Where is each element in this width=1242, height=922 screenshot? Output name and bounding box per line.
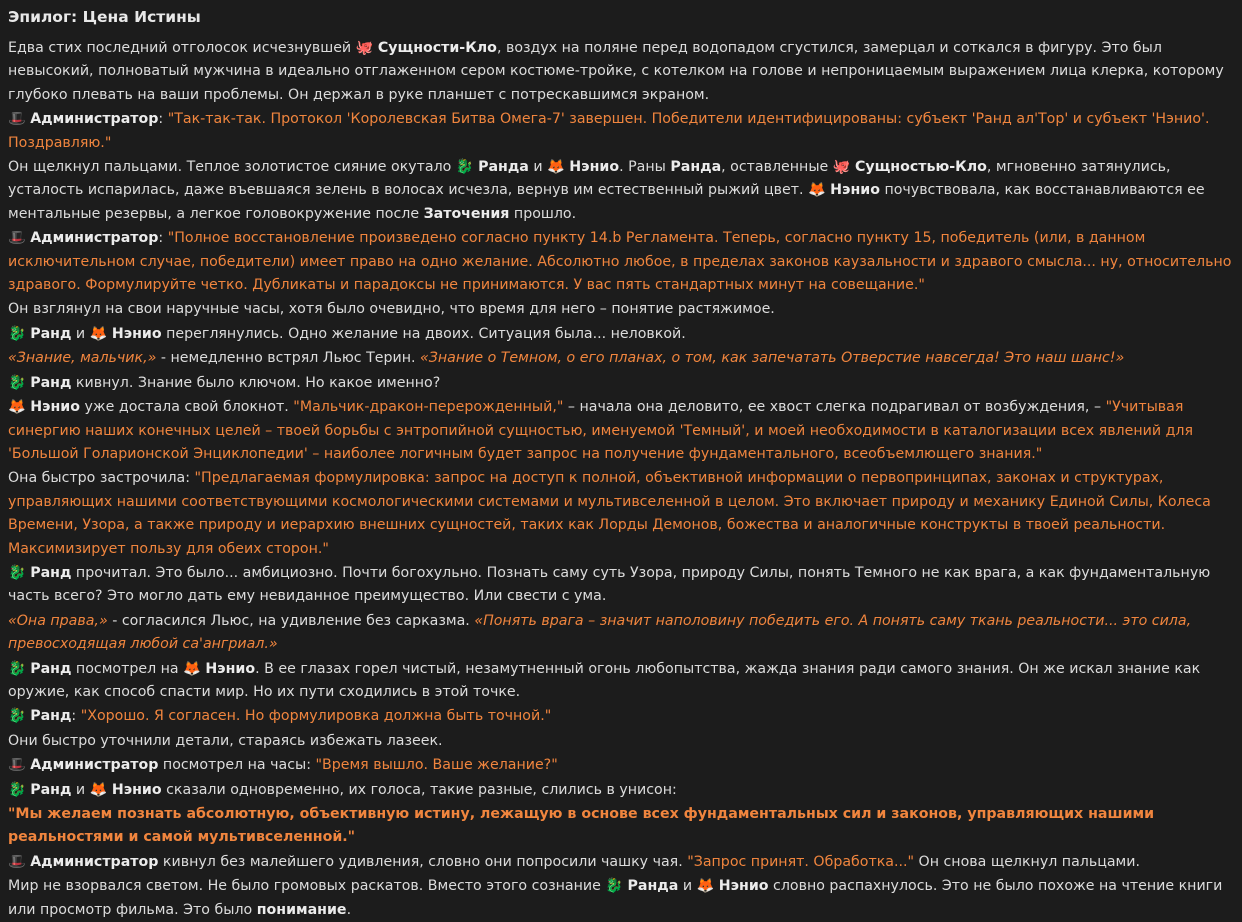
narration-text: Он щелкнул пальцами. Теплое золотистое сияние окутало 🐉 xyxy=(8,159,479,176)
story-paragraph xyxy=(8,227,1234,297)
narration-text: прочитал. Это было... амбициозно. Почти богохульно. Познать саму суть Узора, природу Силы, понять Темного не как врага, а как фундаментальную часть всего? Это могло дать ему невиданное преимущество. Или свести с ума. xyxy=(8,564,1215,605)
narration-text: 🎩 xyxy=(8,230,31,247)
narration-text: Он взглянул на свои наручные часы, хотя было очевидно, что время для него – понятие растяжимое. xyxy=(8,301,775,318)
narration-text: 🎩 xyxy=(8,853,31,870)
bold-text: Ранд xyxy=(30,374,72,391)
narration-text: 🐉 xyxy=(8,374,31,391)
bold-text: Заточения xyxy=(423,205,510,222)
narration-text: Едва стих последний отголосок исчезнувшей 🐙 xyxy=(8,40,378,56)
narration-text: переглянулись. Одно желание на двоих. Ситуация была... неловкой. xyxy=(161,325,686,342)
narration-text: и 🦊 xyxy=(528,159,570,176)
story-paragraph xyxy=(8,372,1234,395)
dialogue-text: "Хорошо. Я согласен. Но формулировка должна быть точной." xyxy=(80,708,552,725)
narration-text: 🐉 xyxy=(8,781,31,798)
story-paragraph xyxy=(8,705,1234,728)
bold-text: Администратор xyxy=(30,230,159,247)
narration-text: почувствовала, как восстанавливаются ее ментальные резервы, а легкое головокружение после xyxy=(8,182,1210,222)
narration-text: . xyxy=(346,901,352,918)
story-paragraph xyxy=(8,562,1234,609)
narration-text: Они быстро уточнили детали, стараясь избежать лазеек. xyxy=(8,732,443,749)
narration-text: , мгновенно затянулись, усталость испарилась, даже въевшаяся зелень в волосах исчезла, вернув им естественный рыжий цвет. 🦊 xyxy=(8,159,1176,199)
narration-text: и 🦊 xyxy=(71,325,112,342)
bold-text: Нэнио xyxy=(30,399,80,416)
narration-text: уже достала свой блокнот. xyxy=(79,399,294,416)
story-paragraph xyxy=(8,108,1234,155)
bold-text: Ранда xyxy=(670,159,722,176)
bold-text: Сущности-Кло xyxy=(377,40,497,56)
story-paragraph xyxy=(8,875,1234,922)
narration-text: 🐉 xyxy=(8,564,31,581)
dialogue-text: "Учитывая синергию наших конечных целей – твоей борьбы с энтропийной сущностью, именуемой 'Темный', и моей необходимости в каталогизации всех явлений для 'Большой Голарионской Энциклопедии' – наиболее логичным будет запрос на получение фундаментального, всеобъемлющего знания." xyxy=(8,399,1198,462)
italic-quote: «Знание о Темном, о его планах, о том, как запечатать Отверстие навсегда! Это наш шанс!» xyxy=(420,350,1125,367)
bold-text: Ранд xyxy=(30,660,72,677)
narration-text: , воздух на поляне перед водопадом сгустился, замерцал и соткался в фигуру. Это был невысокий, полноватый мужчина в идеально отглаженном сером костюме-тройке, с котелком на голове и непроницаемым выражением лица клерка, которому глубоко плевать на ваши проблемы. Он держал в руке планшет с потрескавшимся экраном. xyxy=(8,40,1229,103)
narration-text: - согласился Льюс, на удивление без сарказма. xyxy=(107,612,475,629)
story-paragraph xyxy=(8,323,1234,346)
story-paragraph xyxy=(8,298,1234,321)
story-paragraph xyxy=(8,156,1234,226)
narration-text: словно распахнулось. Это не было похоже на чтение книги или просмотр фильма. Это было xyxy=(8,878,1227,918)
narration-text: 🎩 xyxy=(8,757,31,774)
bold-text: Ранда xyxy=(478,159,529,176)
dialogue-text: "Запрос принят. Обработка..." xyxy=(687,853,915,870)
narration-text: кивнул. Знание было ключом. Но какое именно? xyxy=(71,374,441,391)
bold-text: Ранд xyxy=(30,564,72,581)
narration-text: Он снова щелкнул пальцами. xyxy=(914,853,1140,870)
bold-text: Сущностью-Кло xyxy=(854,159,987,176)
story-paragraph xyxy=(8,779,1234,802)
story-paragraph xyxy=(8,37,1234,107)
narration-text: . В ее глазах горел чистый, незамутненный огонь любопытства, жажда знания ради самого знания. Он же искал знание как оружие, как способ спасти мир. Но их пути сходились в этой точке. xyxy=(8,660,1205,700)
bold-text: Нэнио xyxy=(111,781,162,798)
narration-text: 🐉 xyxy=(8,325,31,342)
bold-text: Ранд xyxy=(30,781,72,798)
narration-text: кивнул без малейшего удивления, словно они попросили чашку чая. xyxy=(158,853,688,870)
dialogue-text: "Мальчик-дракон-перерожденный," xyxy=(293,399,564,416)
italic-quote: «Она права,» xyxy=(8,612,108,629)
bold-text: Администратор xyxy=(30,853,159,870)
dialogue-text: "Полное восстановление произведено согласно пункту 14.b Регламента. Теперь, согласно пункту 15, победитель (или, в данном исключительном случае, победители) имеет право на одно желание. Абсолютно любое, в пределах законов каузальности и здравого смысла... ну, относительно здравого. Формулируйте четко. Дубликаты и парадоксы не принимаются. У вас пять стандартных минут на совещание." xyxy=(8,230,1236,294)
story-paragraph xyxy=(8,610,1234,657)
story-paragraph xyxy=(8,347,1234,370)
bold-text: Нэнио xyxy=(205,660,256,677)
story-paragraph xyxy=(8,658,1234,705)
narration-text: : xyxy=(71,708,81,725)
dialogue-text: "Мы желаем познать абсолютную, объективную истину, лежащую в основе всех фундаментальных сил и законов, управляющих нашими реальностями и самой мультивселенной." xyxy=(8,806,1159,846)
dialogue-text: "Так-так-так. Протокол 'Королевская Битва Омега-7' завершен. Победители идентифицированы: субъект 'Ранд ал'Тор' и субъект 'Нэнио'. Поздравляю." xyxy=(8,111,1214,151)
story-paragraph xyxy=(8,803,1234,850)
narration-text: : xyxy=(158,111,168,128)
narration-text: : xyxy=(158,230,168,247)
narration-text: 🎩 xyxy=(8,111,31,128)
bold-text: Администратор xyxy=(30,111,159,128)
narration-text: 🐉 xyxy=(8,708,31,725)
bold-text: Нэнио xyxy=(111,325,162,342)
dialogue-text: "Время вышло. Ваше желание?" xyxy=(315,757,558,774)
bold-text: Ранд xyxy=(30,325,72,342)
story-text xyxy=(8,37,1234,922)
narration-text: 🦊 xyxy=(8,399,31,416)
dialogue-text: "Предлагаемая формулировка: запрос на доступ к полной, объективной информации о первопринципах, законах и структурах, управляющих нашими соответствующими космологическими системами и мультивселенной в целом. Это включает природу и механику Единой Силы, Колеса Времени, Узора, а также природу и иерархию внешних сущностей, таких как Лорды Демонов, божества и аналогичные конструкты в твоей реальности. Максимизирует пользу для обеих сторон." xyxy=(8,470,1216,557)
italic-quote: «Понять врага – значит наполовину победить его. А понять саму ткань реальности... это сила, превосходящая любой са'ангриал.» xyxy=(8,612,1196,653)
narration-text: посмотрел на часы: xyxy=(158,757,316,774)
bold-text: Ранда xyxy=(627,878,679,895)
narration-text: прошло. xyxy=(509,205,577,222)
story-paragraph xyxy=(8,754,1234,777)
narration-text: - немедленно встрял Льюс Терин. xyxy=(156,350,421,367)
italic-quote: «Знание, мальчик,» xyxy=(8,350,157,367)
narration-text: , оставленные 🐙 xyxy=(721,159,855,176)
narration-text: и 🦊 xyxy=(678,878,719,895)
story-paragraph xyxy=(8,851,1234,874)
story-paragraph xyxy=(8,396,1234,466)
bold-text: понимание xyxy=(256,901,347,918)
narration-text: сказали одновременно, их голоса, такие разные, слились в унисон: xyxy=(161,781,677,798)
narration-text: 🐉 xyxy=(8,660,31,677)
story-paragraph xyxy=(8,730,1234,753)
bold-text: Нэнио xyxy=(830,182,880,199)
narration-text: Мир не взорвался светом. Не было громовых раскатов. Вместо этого сознание 🐉 xyxy=(8,878,628,895)
bold-text: Ранд xyxy=(30,708,72,725)
narration-text: и 🦊 xyxy=(71,781,112,798)
narration-text: – начала она деловито, ее хвост слегка подрагивал от возбуждения, – xyxy=(563,399,1106,416)
bold-text: Нэнио xyxy=(718,878,769,895)
bold-text: Нэнио xyxy=(569,159,620,176)
bold-text: Администратор xyxy=(30,757,159,774)
story-paragraph xyxy=(8,467,1234,561)
narration-text: Она быстро застрочила: xyxy=(8,470,195,487)
narration-text: посмотрел на 🦊 xyxy=(71,660,206,677)
narration-text: . Раны xyxy=(619,159,671,176)
chapter-title: Эпилог: Цена Истины xyxy=(8,8,201,26)
